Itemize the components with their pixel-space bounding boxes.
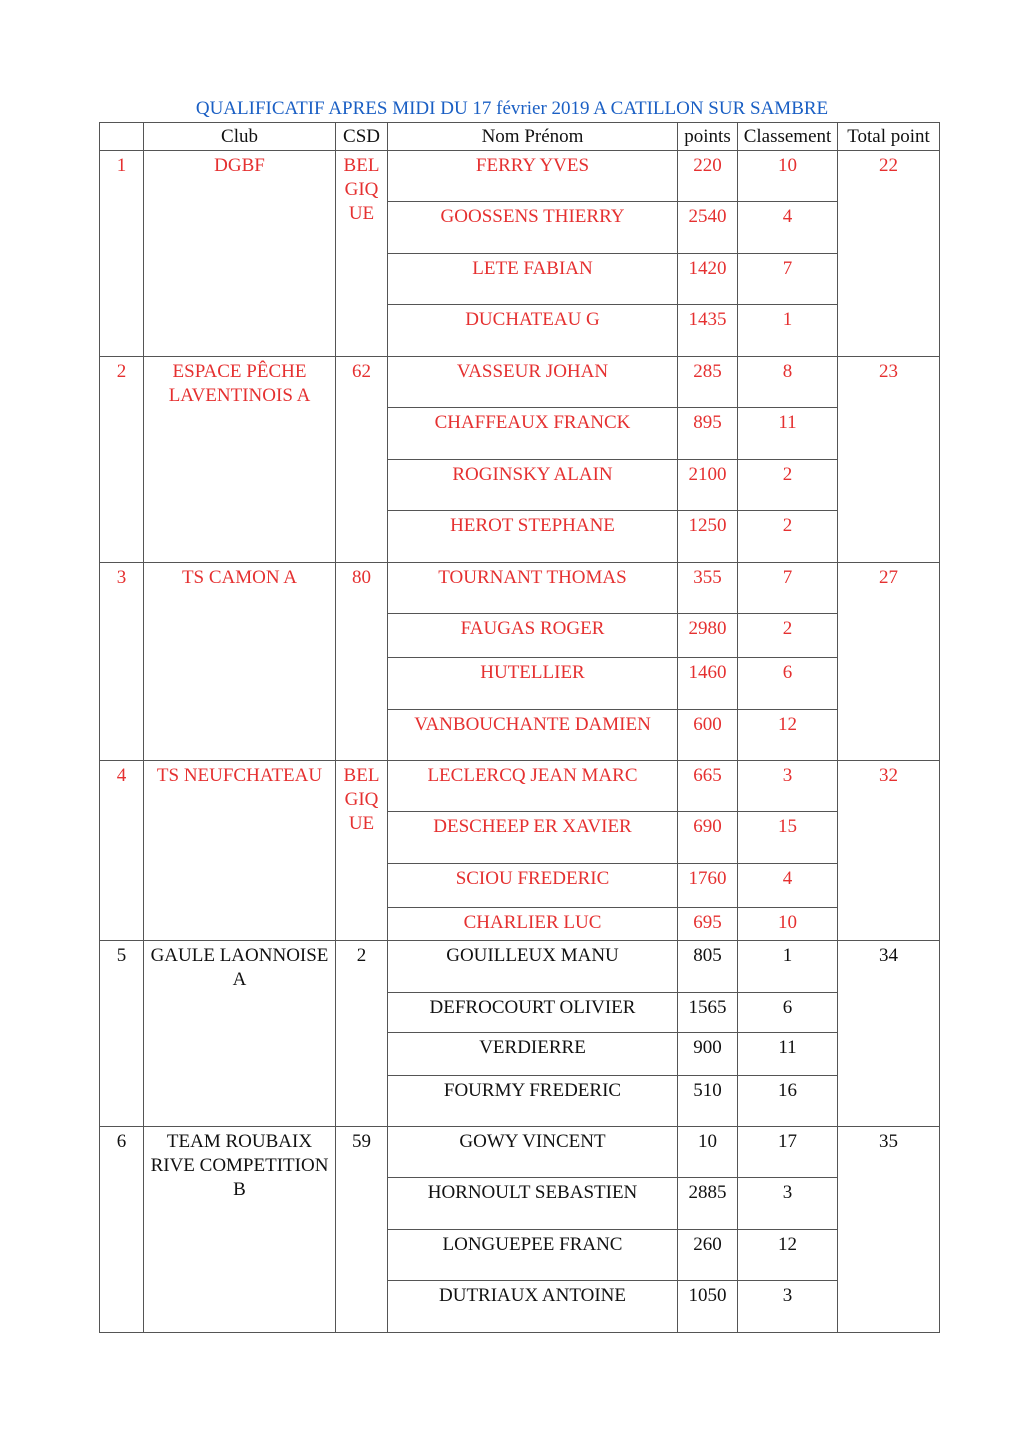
team-total: 35 — [838, 1127, 940, 1333]
member-classement: 10 — [738, 908, 838, 941]
member-name: LECLERCQ JEAN MARC — [388, 761, 678, 812]
team-club: TS CAMON A — [144, 563, 336, 761]
member-name: HEROT STEPHANE — [388, 511, 678, 563]
team-csd — [336, 941, 388, 1127]
member-name: DUTRIAUX ANTOINE — [388, 1281, 678, 1333]
member-points: 1435 — [678, 305, 738, 357]
member-points: 2540 — [678, 202, 738, 254]
member-points: 1050 — [678, 1281, 738, 1333]
member-name: GOUILLEUX MANU — [388, 941, 678, 993]
member-name: ROGINSKY ALAIN — [388, 460, 678, 511]
header-total: Total point — [838, 123, 940, 151]
member-classement: 2 — [738, 460, 838, 511]
team-club: TS NEUFCHATEAU — [144, 761, 336, 941]
member-points: 260 — [678, 1230, 738, 1281]
member-classement: 1 — [738, 305, 838, 357]
member-name: GOOSSENS THIERRY — [388, 202, 678, 254]
member-classement: 8 — [738, 357, 838, 408]
member-classement: 3 — [738, 1281, 838, 1333]
team-total: 27 — [838, 563, 940, 761]
team-total: 34 — [838, 941, 940, 1127]
member-name: FERRY YVES — [388, 151, 678, 202]
member-classement: 11 — [738, 408, 838, 460]
member-points: 510 — [678, 1076, 738, 1127]
member-name: CHAFFEAUX FRANCK — [388, 408, 678, 460]
team-total: 32 — [838, 761, 940, 941]
member-classement: 7 — [738, 563, 838, 614]
page-title: QUALIFICATIF APRES MIDI DU 17 février 2019 A CATILLON SUR SAMBRE — [195, 98, 829, 119]
results-table — [99, 122, 940, 1333]
team-csd — [336, 357, 388, 563]
team-rank: 5 — [100, 941, 144, 1127]
member-points: 2100 — [678, 460, 738, 511]
member-points: 2980 — [678, 614, 738, 658]
team-club: DGBF — [144, 151, 336, 357]
member-points: 900 — [678, 1033, 738, 1076]
member-points: 285 — [678, 357, 738, 408]
member-name: HUTELLIER — [388, 658, 678, 710]
csd-text: 62 — [352, 361, 371, 382]
csd-text: 80 — [352, 567, 371, 588]
member-name: TOURNANT THOMAS — [388, 563, 678, 614]
team-csd — [336, 563, 388, 761]
csd-text: 59 — [352, 1131, 371, 1152]
member-name: DUCHATEAU G — [388, 305, 678, 357]
member-points: 2885 — [678, 1178, 738, 1230]
header-row — [100, 123, 940, 151]
member-points: 695 — [678, 908, 738, 941]
table-row — [100, 761, 940, 812]
member-classement: 12 — [738, 1230, 838, 1281]
member-classement: 10 — [738, 151, 838, 202]
member-name: DESCHEEP ER XAVIER — [388, 812, 678, 864]
team-club: GAULE LAONNOISE A — [144, 941, 336, 1127]
member-points: 600 — [678, 710, 738, 761]
member-name: VERDIERRE — [388, 1033, 678, 1076]
team-club: TEAM ROUBAIX RIVE COMPETITION B — [144, 1127, 336, 1333]
member-points: 1760 — [678, 864, 738, 908]
header-club: Club — [144, 123, 336, 151]
table-row — [100, 563, 940, 614]
member-classement: 16 — [738, 1076, 838, 1127]
team-rank: 2 — [100, 357, 144, 563]
member-points: 690 — [678, 812, 738, 864]
member-points: 805 — [678, 941, 738, 993]
team-csd — [336, 761, 388, 941]
member-classement: 6 — [738, 993, 838, 1033]
header-points: points — [678, 123, 738, 151]
team-total: 22 — [838, 151, 940, 357]
csd-text: 2 — [356, 945, 367, 966]
member-points: 895 — [678, 408, 738, 460]
team-total: 23 — [838, 357, 940, 563]
member-points: 220 — [678, 151, 738, 202]
header-csd: CSD — [336, 123, 388, 151]
member-classement: 6 — [738, 658, 838, 710]
team-club: ESPACE PÊCHE LAVENTINOIS A — [144, 357, 336, 563]
table-row — [100, 1127, 940, 1178]
member-classement: 4 — [738, 202, 838, 254]
team-csd — [336, 151, 388, 357]
member-points: 10 — [678, 1127, 738, 1178]
member-name: VASSEUR JOHAN — [388, 357, 678, 408]
member-name: VANBOUCHANTE DAMIEN — [388, 710, 678, 761]
member-name: LETE FABIAN — [388, 254, 678, 305]
member-name: FAUGAS ROGER — [388, 614, 678, 658]
member-name: GOWY VINCENT — [388, 1127, 678, 1178]
member-classement: 7 — [738, 254, 838, 305]
member-classement: 12 — [738, 710, 838, 761]
member-name: HORNOULT SEBASTIEN — [388, 1178, 678, 1230]
team-rank: 4 — [100, 761, 144, 941]
table-row — [100, 941, 940, 993]
team-rank: 1 — [100, 151, 144, 357]
table-row — [100, 151, 940, 202]
member-points: 355 — [678, 563, 738, 614]
member-classement: 4 — [738, 864, 838, 908]
member-points: 665 — [678, 761, 738, 812]
member-classement: 2 — [738, 511, 838, 563]
header-rank — [100, 123, 144, 151]
team-rank: 6 — [100, 1127, 144, 1333]
team-rank: 3 — [100, 563, 144, 761]
member-points: 1460 — [678, 658, 738, 710]
member-points: 1420 — [678, 254, 738, 305]
member-name: LONGUEPEE FRANC — [388, 1230, 678, 1281]
member-classement: 15 — [738, 812, 838, 864]
table-row — [100, 357, 940, 408]
member-classement: 11 — [738, 1033, 838, 1076]
csd-text: BELGIQUE — [343, 155, 380, 224]
header-name: Nom Prénom — [388, 123, 678, 151]
member-points: 1250 — [678, 511, 738, 563]
member-classement: 17 — [738, 1127, 838, 1178]
member-name: FOURMY FREDERIC — [388, 1076, 678, 1127]
header-classement: Classement — [738, 123, 838, 151]
team-csd — [336, 1127, 388, 1333]
member-classement: 2 — [738, 614, 838, 658]
member-name: DEFROCOURT OLIVIER — [388, 993, 678, 1033]
member-name: CHARLIER LUC — [388, 908, 678, 941]
csd-text: BELGIQUE — [343, 765, 380, 834]
member-name: SCIOU FREDERIC — [388, 864, 678, 908]
member-classement: 3 — [738, 761, 838, 812]
member-classement: 3 — [738, 1178, 838, 1230]
member-points: 1565 — [678, 993, 738, 1033]
member-classement: 1 — [738, 941, 838, 993]
